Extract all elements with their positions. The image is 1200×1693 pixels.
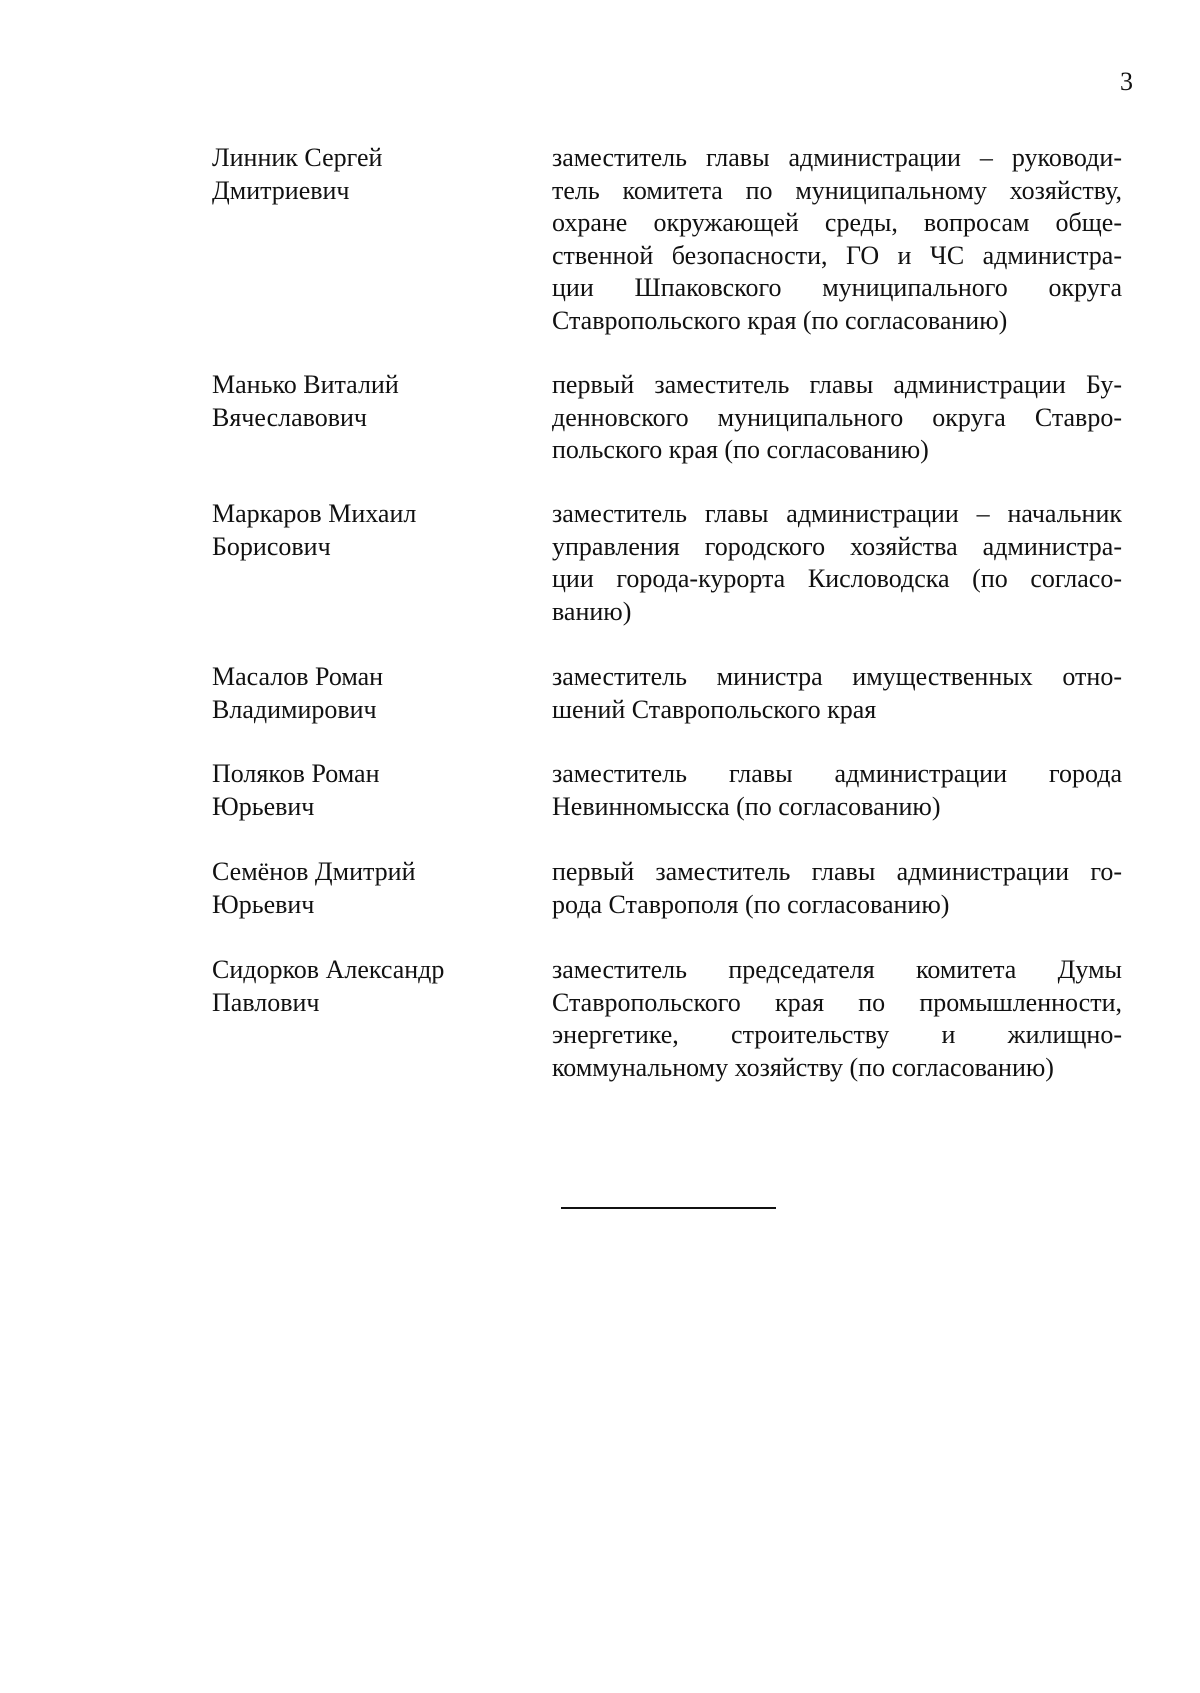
member-position <box>552 369 1122 467</box>
member-name-line: Семёнов Дмитрий <box>212 857 416 886</box>
member-position-line: денновского муниципального округа Ставро- <box>552 402 1122 432</box>
member-name-line: Поляков Роман <box>212 759 380 788</box>
member-position <box>552 758 1122 823</box>
member-position-line: рода Ставрополя (по согласованию) <box>552 889 950 919</box>
member-name-line: Юрьевич <box>212 889 315 919</box>
member-position <box>552 661 1122 726</box>
member-position-line: шений Ставропольского края <box>552 694 877 724</box>
member-name-line: Дмитриевич <box>212 175 350 205</box>
member-position-line: первый заместитель главы администрации го- <box>552 857 1122 886</box>
member-position-line: коммунальному хозяйству (по согласованию) <box>552 1052 1054 1082</box>
member-position-line: заместитель главы администрации – руководи- <box>552 143 1122 172</box>
member-position-line: тель комитета по муниципальному хозяйству, <box>552 175 1122 205</box>
member-position-line: охране окружающей среды, вопросам обще- <box>552 208 1122 237</box>
member-name-line: Юрьевич <box>212 791 315 821</box>
member-position <box>552 856 1122 921</box>
member-position-line: заместитель министра имущественных отно- <box>552 662 1122 691</box>
member-position-line: энергетике, строительству и жилищно- <box>552 1020 1122 1049</box>
member-name <box>212 142 502 207</box>
member-position-line: ции Шпаковского муниципального округа <box>552 273 1122 302</box>
member-position-line: Ставропольского края (по согласованию) <box>552 305 1008 335</box>
member-name <box>212 661 502 726</box>
member-name <box>212 856 502 921</box>
member-name <box>212 369 502 434</box>
member-position-line: заместитель председателя комитета Думы <box>552 955 1122 984</box>
member-position-line: Невинномысска (по согласованию) <box>552 791 941 821</box>
member-name-line: Владимирович <box>212 694 377 724</box>
member-position-line: заместитель главы администрации – начальник <box>552 499 1122 528</box>
member-position-line: ции города-курорта Кисловодска (по согласо- <box>552 564 1122 593</box>
member-name-line: Масалов Роман <box>212 662 384 691</box>
member-name <box>212 954 502 1019</box>
end-of-list-divider <box>561 1207 776 1209</box>
member-name-line: Линник Сергей <box>212 143 383 172</box>
member-name-line: Манько Виталий <box>212 370 399 399</box>
member-position <box>552 498 1122 628</box>
member-name-line: Борисович <box>212 531 331 561</box>
member-position-line: первый заместитель главы администрации Бу- <box>552 370 1122 399</box>
member-position-line: заместитель главы администрации города <box>552 759 1122 788</box>
member-position-line: ственной безопасности, ГО и ЧС администра- <box>552 240 1122 270</box>
member-name <box>212 758 502 823</box>
member-position-line: польского края (по согласованию) <box>552 435 929 464</box>
member-position-line: Ставропольского края по промышленности, <box>552 987 1122 1017</box>
page-number: 3 <box>1120 67 1133 96</box>
member-name <box>212 498 502 563</box>
member-name-line: Павлович <box>212 987 320 1017</box>
member-name-line: Сидорков Александр <box>212 955 445 984</box>
member-position-line: ванию) <box>552 596 632 626</box>
member-position-line: управления городского хозяйства администра- <box>552 531 1122 561</box>
member-position <box>552 954 1122 1084</box>
member-name-line: Вячеславович <box>212 402 367 432</box>
member-name-line: Маркаров Михаил <box>212 499 417 528</box>
member-position <box>552 142 1122 337</box>
